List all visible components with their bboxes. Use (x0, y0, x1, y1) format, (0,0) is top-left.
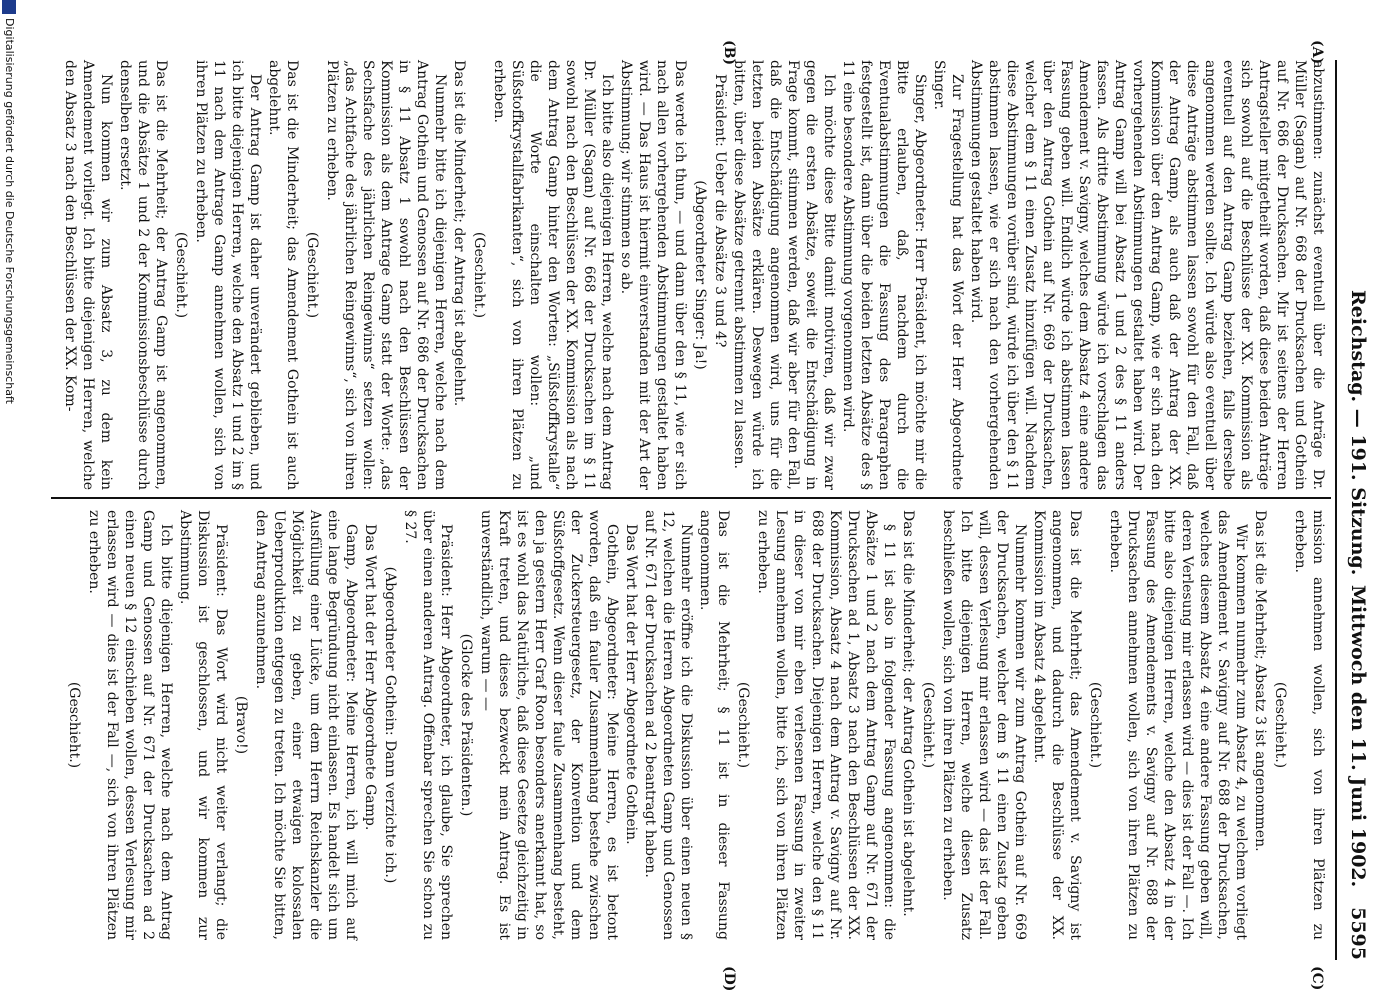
paragraph: (Geschieht.) (66, 681, 82, 769)
paragraph: (Geschieht.) (471, 231, 487, 319)
paragraph: Ich bitte diejenigen Herren, welche nach dem Antrag Gamp und Genossen auf Nr. 671 der Drucksachen ad 2 einen neuen § 12 einschieben wollen, dessen Verlesung mir erlassen wird — dies ist der Fall —, sich von ihren Plätzen zu erheben. (86, 510, 174, 940)
paragraph: Präsident: Ueber die Absätze 3 und 4? (712, 74, 728, 348)
paragraph: Das Wort hat der Herr Abgeordnete Gothein. (623, 524, 639, 845)
paragraph: abzustimmen: zunächst eventuell über die Anträge Dr. Müller (Sagan) auf Nr. 668 der Drucksachen und Gothein auf Nr. 686 der Drucksachen. Mir ist seitens der Herren Antragsteller mitgetheilt worden, daß diese beiden Anträge sich sowohl auf die Beschlüsse der XX. Kommission als eventuell auf den Antrag Gamp beziehen, falls derselbe angenommen werden sollte. Ich würde also eventuell über diese Anträge abstimmen lassen sowohl für den Fall, daß der Antrag Gamp, als auch daß der Antrag der XX. Kommission über den Antrag Gamp, wie er sich nach den vorhergehenden Abstimmungen gestaltet haben wird. Der Antrag Gamp will bei Absatz 1 und 2 des § 11 anders fassen. Als dritte Abstimmung würde ich vorschlagen das Amendement v. Savigny, welches dem Absatz 4 eine andere Fassung geben will. Endlich würde ich abstimmen lassen über den Antrag Gothein auf Nr. 669 der Drucksachen, welcher dem § 11 einen Zusatz hinzufügen will. Nachdem diese Abstimmungen vorüber sind, würde ich über den § 11 abstimmen lassen, wie er sich nach den vorhergehenden Abstimmungen gestaltet haben wird. (968, 60, 1326, 490)
footer-credit-text: Digitalisierung gefördert durch die Deutsche Forschungsgemeinschaft (3, 18, 16, 404)
paragraph: Präsident: Herr Abgeordneter, ich glaube, Sie sprechen über einen anderen Antrag. Offenbar sprechen Sie schon zu § 27. (402, 510, 454, 940)
paragraph: Das ist die Mehrheit; der Antrag Gamp ist angenommen, und die Absätze 1 und 2 der Kommissionsbeschlüsse durch denselben ersetzt. (117, 60, 169, 490)
paragraph: mission annehmen wollen, sich von ihren Plätzen zu erheben. (1292, 510, 1326, 940)
margin-marker-d: (D) (721, 966, 737, 992)
paragraph: Zur Fragestellung hat das Wort der Herr Abgeordnete Singer. (931, 60, 965, 490)
header-rule (1335, 60, 1337, 960)
margin-marker-c: (C) (1309, 966, 1325, 991)
paragraph: Das ist die Mehrheit; Absatz 3 ist angenommen. (1252, 510, 1268, 852)
paragraph: Das ist die Minderheit; das Amendement Gothein ist auch abgelehnt. (266, 60, 300, 490)
paragraph: Wir kommen nunmehr zum Absatz 4, zu welchem vorliegt das Amendement v. Savigny auf Nr. 688 der Drucksachen, welches diesem Absatz 4 eine andere Fassung geben will, deren Verlesung mir erlassen wird — dies ist der Fall —. Ich bitte also diejenigen Herren, welche den Absatz 4 in der Fassung des Amendements v. Savigny auf Nr. 688 der Drucksachen annehmen wollen, sich von ihren Plätzen zu erheben. (1107, 510, 1249, 940)
paragraph: Ich möchte diese Bitte damit motiviren, daß wir zwar gegen die ersten Absätze, soweit die Entschädigung in Frage kommt, stimmen werden, daß wir aber für den Fall, daß die Entschädigung angenommen wird, uns für die letzten beiden Absätze erklären. Deswegen würde ich bitten, über diese Absätze getrennt abstimmen zu lassen. (731, 60, 837, 490)
dfg-logo (2, 0, 16, 14)
header-title: Reichstag. — 191. Sitzung. (1347, 290, 1369, 576)
paragraph: (Geschieht.) (1272, 681, 1288, 769)
paragraph: Nun kommen wir zum Absatz 3, zu dem kein Amendement vorliegt. Ich bitte diejenigen Herren, welche den Absatz 3 nach den Beschlüssen der XX. Kom- (62, 60, 114, 490)
paragraph: (Abgeordneter Singer: Ja!) (692, 180, 708, 370)
column-divider (51, 497, 1331, 499)
paragraph: Der Antrag Gamp ist daher unverändert geblieben, und ich bitte diejenigen Herren, welche den Absatz 1 und 2 im § 11 nach dem Antrage Gamp annehmen wollen, sich von ihren Plätzen zu erheben. (193, 60, 263, 490)
paragraph: § 11 ist also in folgender Fassung angenommen: die Absätze 1 und 2 nach dem Antrag Gamp auf Nr. 671 der Drucksachen ad 1, Absatz 3 nach den Beschlüssen der XX. Kommission, Absatz 4 nach dem Antrag v. Savigny auf Nr. 688 der Drucksachen. Diejenigen Herren, welche den § 11 in dieser von mir eben verlesenen Fassung in zweiter Lesung annehmen wollen, bitte ich, sich von ihren Plätzen zu erheben. (755, 510, 897, 940)
right-column (63, 510, 1327, 940)
paragraph: Das ist die Mehrheit; das Amendement v. Savigny ist angenommen, und dadurch die Beschlüsse der XX. Kommission im Absatz 4 abgelehnt. (1031, 510, 1083, 940)
paragraph: (Geschieht.) (735, 681, 751, 769)
paragraph: (Glocke des Präsidenten.) (458, 633, 474, 817)
paragraph: (Bravo!) (233, 695, 249, 755)
paragraph: Ich bitte also diejenigen Herren, welche nach dem Antrag Dr. Müller (Sagan) auf Nr. 668 der Drucksachen im § 11 sowohl nach den Beschlüssen der XX. Kommission als nach dem Antrag Gamp hinter den Worten: „Süßstoffkrystalle“ die Worte einschalten wollen: „und Süßstoffkrystallfabrikanten“, sich von ihren Plätzen zu erheben. (491, 60, 615, 490)
left-column (60, 60, 1327, 490)
paragraph: Das werde ich thun, — und dann über den § 11, wie er sich nach allen vorhergehenden Abstimmungen gestaltet haben wird. — Das Haus ist hiermit einverstanden mit der Art der Abstimmung; wir stimmen so ab. (618, 60, 688, 490)
paragraph: Das ist die Minderheit; der Antrag ist abgelehnt. (451, 60, 467, 407)
margin-marker-a: (A) (1309, 40, 1325, 65)
page-number: 5595 (1347, 907, 1369, 960)
paragraph: Das ist die Mehrheit; § 11 ist in dieser Fassung angenommen. (697, 510, 731, 940)
margin-marker-b: (B) (721, 40, 737, 66)
paragraph: (Geschieht.) (304, 231, 320, 319)
paragraph: Gamp, Abgeordneter: Meine Herren, ich will mich auf eine lange Begründung nicht einlassen. Es handelt sich um Ausfüllung einer Lücke, um dem Herrn Reichskanzler die Möglichkeit zu geben, einer etwaigen kolossalen Ueberproduktion entgegen zu treten. Ich möchte Sie bitten, den Antrag anzunehmen. (253, 510, 359, 940)
paragraph: (Geschieht.) (173, 231, 189, 319)
page-header (1343, 60, 1369, 960)
paragraph: Das Wort hat der Herr Abgeordnete Gamp. (362, 524, 378, 831)
paragraph: Präsident: Das Wort wird nicht weiter verlangt; die Diskussion ist geschlossen, und wir kommen zur Abstimmung. (177, 510, 229, 940)
paragraph: Nunmehr bitte ich diejenigen Herren, welche nach dem Antrag Gothein und Genossen auf Nr. 686 der Drucksachen in § 11 Absatz 1 sowohl nach den Beschlüssen der Kommission als dem Antrage Gamp statt der Worte: „das Sechsfache des jährlichen Reingewinns“ setzen wollen: „das Achtfache des jährlichen Reingewinns“, sich von ihren Plätzen zu erheben. (324, 60, 448, 490)
paragraph: Gothein, Abgeordneter: Meine Herren, es ist betont worden, daß ein fauler Zusammenhang bestehe zwischen der Zuckersteuergesetz, der Konvention und dem Süßstoffgesetz. Wenn dieser faule Zusammenhang besteht, den ja gestern Herr Graf Roon besonders anerkannt hat, so ist es wohl das Natürliche, daß diese Gesetze gleichzeitig in Kraft treten, und dieses bezweckt mein Antrag. Es ist unverständlich, warum — — (478, 510, 620, 940)
paragraph: Singer, Abgeordneter: Herr Präsident, ich möchte mir die Bitte erlauben, daß, nachdem durch die Eventualabstimmungen die Fassung des Paragraphen festgestellt ist, dann über die beiden letzten Absätze des § 11 eine besondere Abstimmung vorgenommen wird. (840, 60, 928, 490)
footer-credit (0, 0, 16, 1000)
paragraph: (Abgeordneter Gothein: Dann verzichte ich.) (382, 566, 398, 884)
paragraph: Nunmehr eröffne ich die Diskussion über einen neuen § 12, welchen die Herren Abgeordneten Gamp und Genossen auf Nr. 671 der Drucksachen ad 2 beantragt haben. (642, 510, 694, 940)
paragraph: Das ist die Minderheit; der Antrag Gothein ist abgelehnt. (900, 510, 916, 917)
header-date: Mittwoch den 11. Juni 1902. (1347, 585, 1369, 888)
paragraph: (Geschieht.) (920, 681, 936, 769)
paragraph: Nunmehr kommen wir zum Antrag Gothein auf Nr. 669 der Drucksachen, welcher dem § 11 einen Zusatz geben will, dessen Verlesung mir erlassen wird — das ist der Fall. Ich bitte diejenigen Herren, welche diesen Zusatz beschließen wollen, sich von ihren Plätzen zu erheben. (940, 510, 1028, 940)
paragraph: (Geschieht.) (1087, 681, 1103, 769)
